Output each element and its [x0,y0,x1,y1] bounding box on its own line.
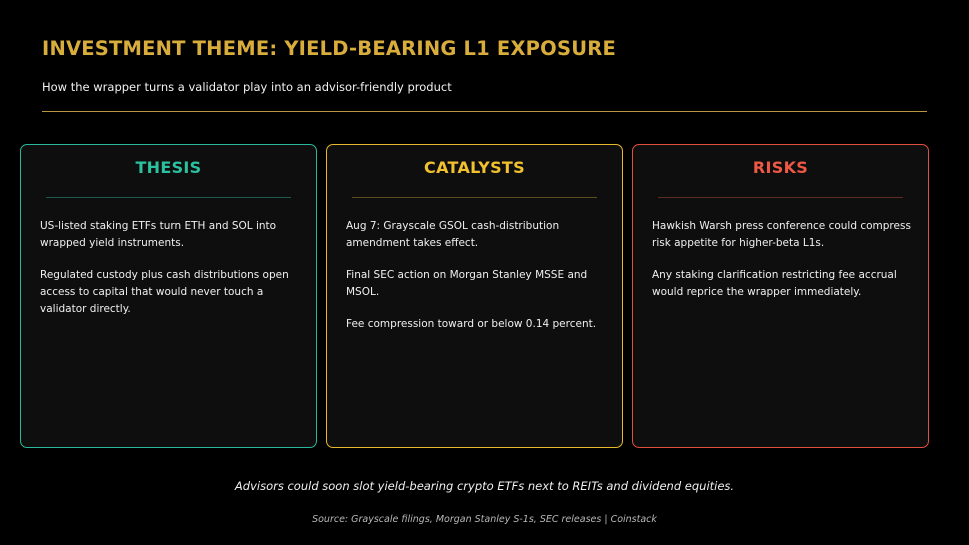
risks-card-body [652,218,914,316]
risks-paragraph-1: Hawkish Warsh press conference could compress risk appetite for higher-beta L1s. [652,220,911,249]
risks-card-divider [658,197,903,198]
catalysts-card [326,144,623,448]
thesis-card [20,144,317,448]
risks-card-title: RISKS [752,158,809,177]
thesis-card-title: THESIS [135,158,202,177]
catalysts-card-body [346,218,608,348]
page-title: INVESTMENT THEME: YIELD-BEARING L1 EXPOSURE [42,37,616,60]
catalysts-paragraph-2: Final SEC action on Morgan Stanley MSSE and MSOL. [346,269,588,298]
thesis-card-divider [46,197,291,198]
thesis-paragraph-2: Regulated custody plus cash distributions open access to capital that would never touch a validator directly. [40,269,289,315]
catalysts-card-title: CATALYSTS [424,158,525,177]
thesis-card-body [40,218,302,333]
catalysts-card-divider [352,197,597,198]
thesis-paragraph-1: US-listed staking ETFs turn ETH and SOL into wrapped yield instruments. [40,220,277,249]
source-note: Source: Grayscale filings, Morgan Stanley S-1s, SEC releases | Coinstack [312,514,657,525]
risks-card [632,144,929,448]
page-subtitle: How the wrapper turns a validator play into an advisor-friendly product [42,80,452,94]
catalysts-paragraph-1: Aug 7: Grayscale GSOL cash-distribution amendment takes effect. [346,220,560,249]
catalysts-paragraph-3: Fee compression toward or below 0.14 percent. [346,318,597,330]
risks-paragraph-2: Any staking clarification restricting fee accrual would reprice the wrapper immediately. [652,269,897,298]
footer-quote: Advisors could soon slot yield-bearing crypto ETFs next to REITs and dividend equities. [234,479,735,493]
header-divider [42,111,927,112]
